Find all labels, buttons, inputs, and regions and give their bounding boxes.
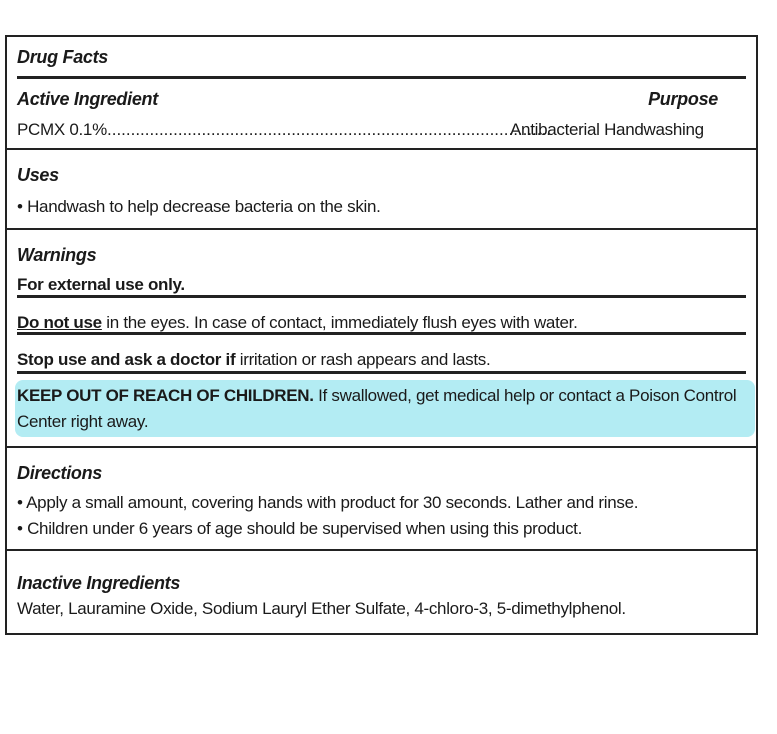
purpose-heading: Purpose	[648, 89, 718, 109]
stop-use-label: Stop use and ask a doctor if	[17, 350, 236, 369]
directions-item: • Children under 6 years of age should be supervised when using this product.	[17, 519, 582, 538]
directions-heading: Directions	[17, 463, 103, 483]
warning-rule	[17, 371, 746, 374]
title-rule	[17, 76, 746, 79]
do-not-use-line	[17, 313, 578, 333]
directions-item: • Apply a small amount, covering hands with product for 30 seconds. Lather and rinse.	[17, 493, 639, 512]
inactive-ingredients-text: Water, Lauramine Oxide, Sodium Lauryl Ether Sulfate, 4-chloro-3, 5-dimethylphenol.	[17, 599, 626, 618]
do-not-use-text: in the eyes. In case of contact, immediately flush eyes with water.	[101, 313, 578, 332]
keep-out-line-1	[17, 386, 736, 406]
drug-facts-panel	[5, 35, 758, 635]
active-ingredient-heading: Active Ingredient	[17, 89, 158, 109]
uses-heading: Uses	[17, 165, 59, 185]
keep-out-label: KEEP OUT OF REACH OF CHILDREN.	[17, 386, 314, 405]
keep-out-text: If swallowed, get medical help or contact a Poison Control	[313, 386, 737, 405]
section-divider	[7, 148, 756, 150]
warning-rule	[17, 332, 746, 335]
do-not-use-label: Do not use	[17, 313, 102, 332]
stop-use-line	[17, 350, 490, 370]
stop-use-text: irritation or rash appears and lasts.	[235, 350, 491, 369]
uses-item: • Handwash to help decrease bacteria on the skin.	[17, 197, 381, 216]
leader-dots: ..............................................................................................	[107, 120, 551, 139]
active-ingredient-name: PCMX 0.1%	[17, 120, 107, 139]
drug-facts-title: Drug Facts	[17, 47, 109, 67]
warning-rule	[17, 295, 746, 298]
section-divider	[7, 446, 756, 448]
keep-out-line-2: Center right away.	[17, 412, 149, 431]
section-divider	[7, 549, 756, 551]
active-ingredient-purpose: Antibacterial Handwashing	[510, 120, 704, 139]
section-divider	[7, 228, 756, 230]
inactive-ingredients-heading: Inactive Ingredients	[17, 573, 181, 593]
warnings-heading: Warnings	[17, 245, 97, 265]
external-use-warning: For external use only.	[17, 275, 185, 294]
